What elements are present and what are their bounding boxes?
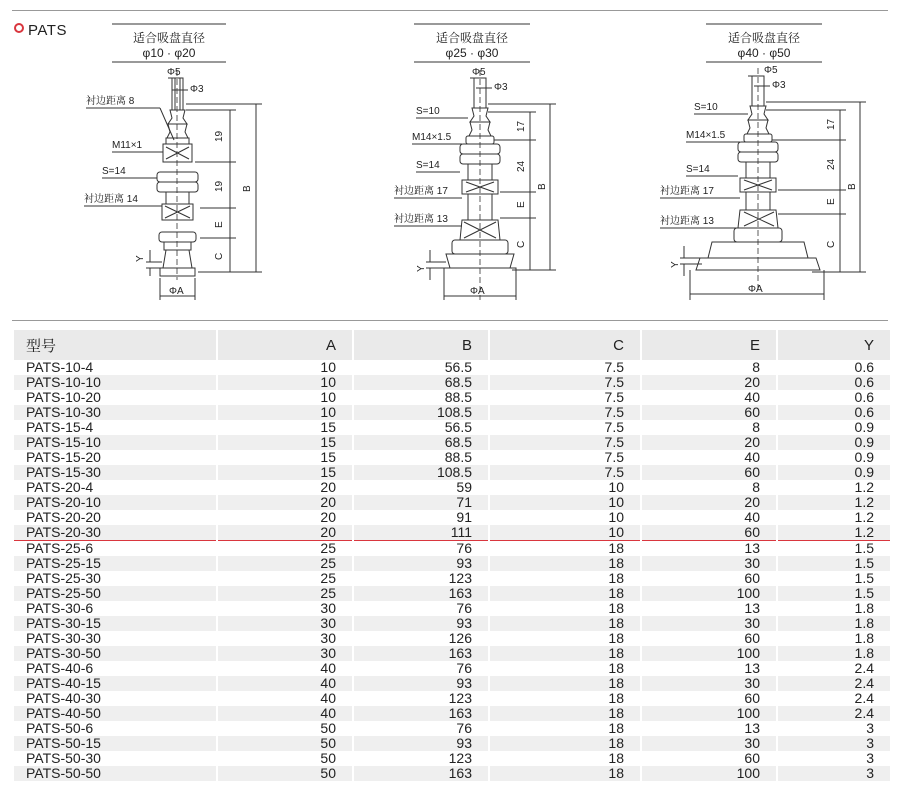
table-row (14, 661, 890, 676)
cell-a: 10 (217, 360, 353, 375)
cell-model: PATS-40-50 (14, 706, 217, 721)
cell-b: 163 (353, 706, 489, 721)
cell-model: PATS-30-6 (26, 600, 94, 616)
cell-c: 7.5 (489, 390, 641, 405)
drawing-3-phi5: Φ5 (764, 65, 778, 76)
cell-a: 30 (217, 631, 353, 646)
drawing-3-dim-b: B (847, 183, 858, 190)
drawing-2-diameters: φ25 · φ30 (445, 46, 499, 60)
cell-model: PATS-20-10 (14, 495, 217, 510)
cell-c: 7.5 (489, 465, 641, 480)
cell-model: PATS-10-20 (26, 389, 101, 405)
drawing-3-label-e: 衬边距离 13 (660, 216, 714, 227)
table-row (14, 435, 890, 450)
cell-y: 1.2 (777, 510, 890, 525)
cell-e: 8 (641, 360, 777, 375)
cell-c: 7.5 (489, 360, 641, 375)
table-row (14, 601, 890, 616)
cell-y: 0.9 (777, 435, 890, 450)
cell-y: 0.6 (777, 375, 890, 390)
drawing-2-phi5: Φ5 (472, 67, 486, 78)
cell-a: 25 (217, 571, 353, 586)
series-title-text: PATS (28, 22, 67, 39)
table-row (14, 766, 890, 781)
cell-y: 3 (777, 751, 890, 766)
cell-model: PATS-40-30 (26, 690, 101, 706)
cell-c: 18 (489, 646, 641, 661)
cell-c: 18 (489, 616, 641, 631)
drawing-2-header: 适合吸盘直径 (435, 31, 509, 45)
cell-y: 1.5 (777, 556, 890, 571)
table-row (14, 510, 890, 525)
drawing-1-label-c: S=14 (102, 166, 126, 177)
cell-b: 163 (353, 766, 489, 781)
drawing-2-label-d: 衬边距离 17 (394, 186, 448, 197)
cell-c: 18 (489, 736, 641, 751)
table-row (14, 390, 890, 405)
table-row (14, 706, 890, 721)
cell-b: 123 (353, 691, 489, 706)
cell-y: 3 (777, 766, 890, 781)
drawing-1-diameters: φ10 · φ20 (142, 46, 196, 60)
cell-a: 10 (217, 390, 353, 405)
drawing-3-header: 适合吸盘直径 (727, 31, 801, 45)
drawing-2-label-b: M14×1.5 (412, 132, 452, 143)
cell-model: PATS-50-50 (14, 766, 217, 781)
cell-b: 126 (353, 631, 489, 646)
cell-e: 8 (641, 420, 777, 435)
cell-e: 100 (641, 766, 777, 781)
cell-y: 2.4 (777, 661, 890, 676)
drawing-3-dim-c: C (826, 240, 837, 248)
cell-e: 100 (641, 646, 777, 661)
cell-c: 18 (489, 661, 641, 676)
cell-e: 20 (641, 495, 777, 510)
cell-e: 20 (641, 375, 777, 390)
cell-model: PATS-10-10 (14, 375, 217, 390)
cell-c: 10 (489, 480, 641, 495)
cell-b: 71 (353, 495, 489, 510)
cell-e: 100 (641, 586, 777, 601)
drawing-3-label-d: 衬边距离 17 (660, 186, 714, 197)
cell-b: 88.5 (353, 450, 489, 465)
cell-b: 163 (353, 646, 489, 661)
cell-c: 18 (489, 751, 641, 766)
drawing-1-dim-2: 19 (214, 180, 225, 192)
cell-a: 20 (217, 495, 353, 510)
cell-e: 30 (641, 736, 777, 751)
cell-model: PATS-30-30 (26, 630, 101, 646)
drawing-3-dim-e: E (826, 198, 837, 205)
cell-y: 1.2 (777, 495, 890, 510)
table-row (14, 631, 890, 646)
cell-c: 18 (489, 676, 641, 691)
drawing-2-dim-e: E (516, 201, 527, 208)
drawing-1-dim-b: B (242, 185, 253, 192)
cell-a: 30 (217, 646, 353, 661)
cell-b: 76 (353, 601, 489, 616)
cell-b: 93 (353, 556, 489, 571)
cell-a: 10 (217, 375, 353, 390)
drawing-1-dim-1: 19 (214, 130, 225, 142)
cell-model: PATS-50-15 (14, 736, 217, 751)
table-header-row (14, 330, 890, 360)
cell-y: 3 (777, 736, 890, 751)
cell-a: 10 (217, 405, 353, 420)
cell-y: 1.5 (777, 586, 890, 601)
drawing-2-phi3: Φ3 (494, 82, 508, 93)
cell-a: 25 (217, 586, 353, 601)
table-row (14, 495, 890, 510)
cell-e: 60 (641, 525, 777, 541)
cell-a: 40 (217, 706, 353, 721)
col-header-model: 型号 (14, 330, 217, 360)
cell-c: 18 (489, 631, 641, 646)
cell-model: PATS-15-20 (26, 449, 101, 465)
cell-b: 163 (353, 586, 489, 601)
cell-a: 25 (217, 541, 353, 557)
drawing-2-dim-c: C (516, 240, 527, 248)
cell-e: 13 (641, 601, 777, 616)
drawing-2-label-e: 衬边距离 13 (394, 214, 448, 225)
cell-b: 93 (353, 616, 489, 631)
cell-b: 108.5 (353, 405, 489, 420)
cell-y: 1.2 (777, 525, 890, 541)
cell-model: PATS-50-30 (26, 750, 101, 766)
drawing-3-dim-2: 24 (826, 158, 837, 170)
cell-e: 8 (641, 480, 777, 495)
spec-table (14, 330, 890, 781)
cell-c: 18 (489, 556, 641, 571)
drawing-1-dim-a: ΦA (169, 286, 184, 297)
table-row (14, 375, 890, 390)
drawing-2-dim-y: Y (416, 265, 427, 272)
cell-model: PATS-20-20 (26, 509, 101, 525)
cell-y: 1.8 (777, 631, 890, 646)
col-header-b: B (353, 330, 489, 360)
drawing-3-label-a: S=10 (694, 102, 718, 113)
table-row (14, 420, 890, 435)
cell-e: 30 (641, 676, 777, 691)
cell-a: 20 (217, 525, 353, 541)
cell-a: 30 (217, 616, 353, 631)
table-row (14, 571, 890, 586)
cell-e: 13 (641, 661, 777, 676)
cell-c: 18 (489, 766, 641, 781)
cell-c: 10 (489, 495, 641, 510)
cell-c: 7.5 (489, 375, 641, 390)
table-row (14, 751, 890, 766)
drawing-3-label-c: S=14 (686, 164, 710, 175)
drawing-1-header: 适合吸盘直径 (132, 31, 206, 45)
cell-model: PATS-15-4 (26, 419, 94, 435)
cell-a: 50 (217, 721, 353, 736)
cell-b: 68.5 (353, 375, 489, 390)
cell-e: 40 (641, 390, 777, 405)
drawing-1-phi3: Φ3 (190, 84, 204, 95)
cell-b: 123 (353, 571, 489, 586)
table-row (14, 541, 890, 557)
col-header-e: E (641, 330, 777, 360)
drawing-3-dim-1: 17 (826, 118, 837, 130)
drawing-2-dim-1: 17 (516, 120, 527, 132)
cell-b: 56.5 (353, 360, 489, 375)
cell-e: 30 (641, 616, 777, 631)
drawing-3-phi3: Φ3 (772, 80, 786, 91)
cell-b: 93 (353, 676, 489, 691)
table-row (14, 736, 890, 751)
cell-e: 60 (641, 465, 777, 480)
cell-y: 0.6 (777, 360, 890, 375)
drawing-1 (84, 24, 262, 300)
cell-e: 60 (641, 405, 777, 420)
cell-y: 1.8 (777, 646, 890, 661)
cell-e: 60 (641, 571, 777, 586)
cell-c: 7.5 (489, 450, 641, 465)
drawing-1-label-a: 衬边距离 8 (86, 96, 135, 107)
cell-c: 7.5 (489, 435, 641, 450)
cell-b: 76 (353, 721, 489, 736)
cell-y: 1.8 (777, 616, 890, 631)
drawing-3-label-b: M14×1.5 (686, 130, 726, 141)
cell-c: 18 (489, 721, 641, 736)
cell-model: PATS-40-15 (14, 676, 217, 691)
cell-b: 56.5 (353, 420, 489, 435)
cell-b: 108.5 (353, 465, 489, 480)
table-row (14, 465, 890, 480)
cell-a: 25 (217, 556, 353, 571)
cell-a: 50 (217, 751, 353, 766)
cell-b: 88.5 (353, 390, 489, 405)
cell-a: 20 (217, 510, 353, 525)
cell-model: PATS-25-15 (14, 556, 217, 571)
drawing-2 (394, 24, 556, 300)
cell-e: 20 (641, 435, 777, 450)
cell-a: 15 (217, 435, 353, 450)
cell-e: 40 (641, 450, 777, 465)
cell-e: 13 (641, 541, 777, 557)
cell-e: 100 (641, 706, 777, 721)
drawing-1-label-b: M11×1 (112, 140, 143, 151)
cell-model: PATS-30-15 (14, 616, 217, 631)
cell-model: PATS-40-6 (26, 660, 94, 676)
cell-c: 10 (489, 525, 641, 541)
cell-e: 60 (641, 691, 777, 706)
cell-model: PATS-25-6 (14, 541, 217, 557)
dimension-drawings (0, 0, 900, 320)
cell-model: PATS-10-30 (14, 405, 217, 420)
cell-model: PATS-30-50 (14, 646, 217, 661)
cell-model: PATS-25-30 (26, 570, 101, 586)
cell-a: 40 (217, 661, 353, 676)
col-header-c: C (489, 330, 641, 360)
cell-y: 1.5 (777, 541, 890, 557)
drawing-1-dim-c: C (214, 252, 225, 260)
drawing-3-dim-a: ΦA (748, 284, 763, 295)
cell-a: 15 (217, 420, 353, 435)
cell-c: 10 (489, 510, 641, 525)
drawing-2-label-a: S=10 (416, 106, 440, 117)
cell-b: 76 (353, 661, 489, 676)
cell-c: 18 (489, 541, 641, 557)
cell-y: 0.6 (777, 405, 890, 420)
cell-model: PATS-15-10 (14, 435, 217, 450)
cell-model: PATS-25-50 (14, 586, 217, 601)
cell-c: 18 (489, 571, 641, 586)
table-row (14, 586, 890, 601)
cell-y: 1.8 (777, 601, 890, 616)
drawing-1-dim-e: E (214, 221, 225, 228)
drawing-2-dim-a: ΦA (470, 286, 485, 297)
drawing-2-dim-b: B (537, 183, 548, 190)
cell-e: 13 (641, 721, 777, 736)
drawing-1-dim-y: Y (135, 255, 146, 262)
cell-y: 2.4 (777, 706, 890, 721)
cell-a: 20 (217, 480, 353, 495)
cell-e: 60 (641, 631, 777, 646)
cell-e: 30 (641, 556, 777, 571)
cell-b: 91 (353, 510, 489, 525)
cell-b: 111 (353, 525, 489, 541)
cell-b: 76 (353, 541, 489, 557)
cell-b: 123 (353, 751, 489, 766)
drawing-2-dim-2: 24 (516, 160, 527, 172)
cell-a: 30 (217, 601, 353, 616)
cell-c: 18 (489, 601, 641, 616)
drawing-1-label-d: 衬边距离 14 (84, 194, 138, 205)
cell-c: 18 (489, 706, 641, 721)
cell-b: 68.5 (353, 435, 489, 450)
cell-model: PATS-50-6 (26, 720, 94, 736)
drawing-3 (660, 24, 866, 300)
table-body (14, 360, 890, 781)
cell-e: 40 (641, 510, 777, 525)
cell-a: 15 (217, 450, 353, 465)
cell-model: PATS-15-30 (14, 465, 217, 480)
table-row (14, 360, 890, 375)
table-row (14, 450, 890, 465)
cell-a: 50 (217, 736, 353, 751)
col-header-y: Y (777, 330, 890, 360)
table-row (14, 676, 890, 691)
cell-a: 15 (217, 465, 353, 480)
drawing-3-dim-y: Y (670, 261, 681, 268)
table-row (14, 721, 890, 736)
cell-y: 0.6 (777, 390, 890, 405)
table-row (14, 616, 890, 631)
cell-model: PATS-20-30 (14, 525, 217, 541)
cell-c: 18 (489, 691, 641, 706)
cell-a: 40 (217, 676, 353, 691)
cell-e: 60 (641, 751, 777, 766)
cell-y: 3 (777, 721, 890, 736)
drawing-3-diameters: φ40 · φ50 (737, 46, 791, 60)
table-row (14, 405, 890, 420)
cell-model: PATS-10-4 (26, 359, 94, 375)
section-rule (12, 320, 888, 321)
cell-c: 7.5 (489, 405, 641, 420)
cell-a: 50 (217, 766, 353, 781)
table-row (14, 525, 890, 541)
cell-c: 7.5 (489, 420, 641, 435)
table-row (14, 556, 890, 571)
cell-y: 0.9 (777, 465, 890, 480)
drawing-2-label-c: S=14 (416, 160, 440, 171)
cell-b: 59 (353, 480, 489, 495)
cell-c: 18 (489, 586, 641, 601)
cell-y: 2.4 (777, 691, 890, 706)
cell-y: 1.2 (777, 480, 890, 495)
cell-y: 1.5 (777, 571, 890, 586)
cell-a: 40 (217, 691, 353, 706)
cell-y: 2.4 (777, 676, 890, 691)
cell-b: 93 (353, 736, 489, 751)
table-row (14, 480, 890, 495)
table-row (14, 646, 890, 661)
table-row (14, 691, 890, 706)
cell-model: PATS-20-4 (26, 479, 94, 495)
col-header-a: A (217, 330, 353, 360)
cell-y: 0.9 (777, 420, 890, 435)
drawing-1-phi5: Φ5 (167, 67, 181, 78)
cell-y: 0.9 (777, 450, 890, 465)
